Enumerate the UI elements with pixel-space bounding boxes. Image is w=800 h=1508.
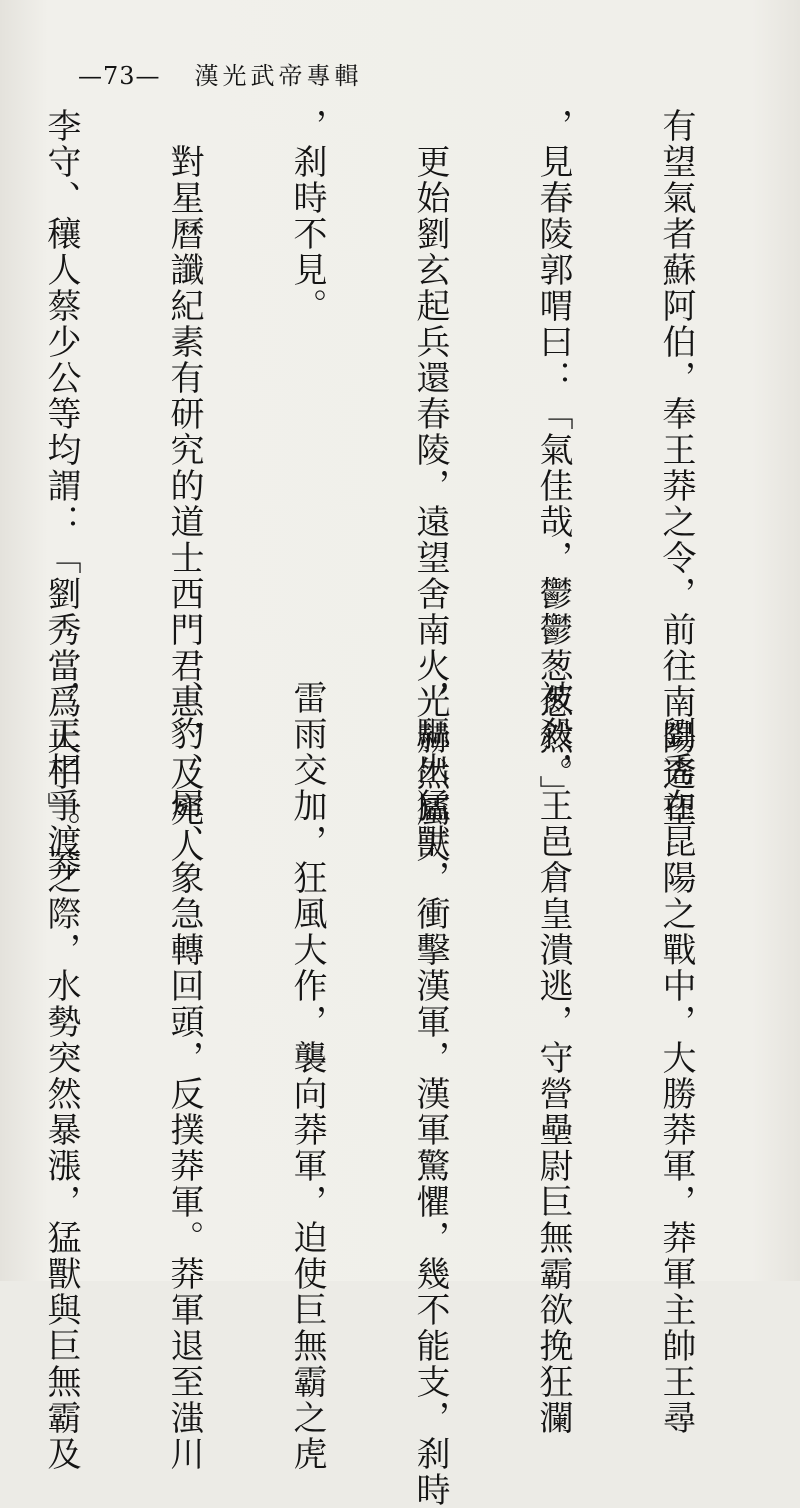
upper-text-block bbox=[41, 108, 778, 883]
text-column: 更始劉玄起兵還春陵，遠望舍南火光赫然屬天 bbox=[410, 108, 450, 864]
text-column: 有望氣者蘇阿伯，奉王莽之令，前往南陽遙望 bbox=[656, 108, 696, 828]
page-number: —73— bbox=[78, 62, 161, 90]
text-column: ，正相爭渡之際，水勢突然暴漲，猛獸與巨無霸及 bbox=[41, 680, 81, 1472]
text-column: 對星曆讖紀素有研究的道士西門君惠，及宛人 bbox=[164, 108, 204, 864]
book-title: 漢光武帝專輯 bbox=[194, 62, 363, 90]
text-column: 被殺，王邑倉皇潰逃，守營壘尉巨無霸欲挽狂瀾 bbox=[533, 680, 573, 1436]
text-column: 劉秀在昆陽之戰中，大勝莽軍，莽軍主帥王尋 bbox=[656, 680, 696, 1436]
text-column: 李守、穰人蔡少公等均謂：「劉秀當爲天子」。莽 bbox=[41, 108, 81, 883]
page-header bbox=[78, 56, 363, 91]
text-column: 雷雨交加，狂風大作，襲向莽軍，迫使巨無霸之虎 bbox=[287, 680, 327, 1472]
text-column: 、豹、犀、象急轉回頭，反撲莽軍。莽軍退至滍川 bbox=[164, 680, 204, 1472]
text-column: ，見春陵郭喟曰：「氣佳哉，鬱鬱葱葱然。」 bbox=[533, 108, 573, 811]
lower-text-block bbox=[41, 680, 778, 1508]
text-column: ，驅出猛獸，衝擊漢軍，漢軍驚懼，幾不能支，刹時 bbox=[410, 680, 450, 1508]
text-column: ，刹時不見。 bbox=[287, 108, 327, 324]
